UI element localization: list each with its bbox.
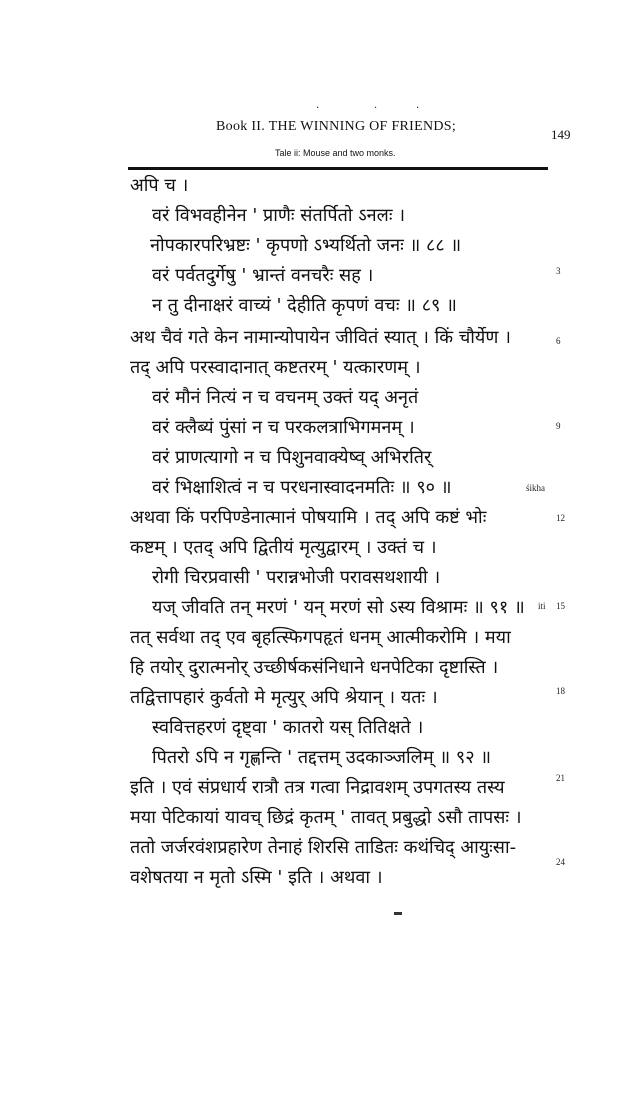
prose-line: तत् सर्वथा तद् एव बृहत्स्फिगपहृतं धनम् आत्मीकरोमि । मया	[130, 627, 511, 648]
line-number: 15	[556, 601, 565, 611]
verse-line: पितरो ऽपि न गृह्णन्ति ' तद्दत्तम् उदकाञ्जलिम् ॥ ९२ ॥	[152, 747, 492, 768]
verse-line: वरं पर्वतदुर्गेषु ' भ्रान्तं वनचरैः सह ।	[152, 265, 374, 286]
running-title: Book II. THE WINNING OF FRIENDS;	[216, 119, 457, 134]
prose-line: अथवा किं परपिण्डेनात्मानं पोषयामि । तद् अपि कष्टं भोः	[130, 507, 487, 528]
verse-line: वरं भिक्षाशित्वं न च परधनास्वादनमतिः ॥ ९० ॥	[152, 477, 452, 498]
prose-line: हि तयोर् दुरात्मनोर् उच्छीर्षकसंनिधाने धनपेटिका दृष्टास्ति ।	[130, 657, 499, 678]
prose-line: तद्वित्तापहारं कुर्वतो मे मृत्युर् अपि श्रेयान् । यतः ।	[130, 687, 438, 708]
print-mark	[394, 912, 402, 915]
verse-line: वरं विभवहीनेन ' प्राणैः संतर्पितो ऽनलः ।	[152, 205, 406, 226]
line-number: 24	[556, 857, 565, 867]
verse-line: वरं प्राणत्यागो न च पिशुनवाक्येष्व् अभिरतिर्	[152, 447, 432, 468]
prose-line: मया पेटिकायां यावच् छिद्रं कृतम् ' तावत् प्रबुद्धो ऽसौ तापसः ।	[130, 807, 522, 828]
verse-line: स्ववित्तहरणं दृष्ट्वा ' कातरो यस् तितिक्षते ।	[152, 717, 424, 738]
verse-line: न तु दीनाक्षरं वाच्यं ' देहीति कृपणं वचः ॥ ८९ ॥	[152, 295, 457, 316]
prose-line: ततो जर्जरवंशप्रहारेण तेनाहं शिरसि ताडितः कथंचिद् आयुःसा-	[130, 837, 517, 858]
margin-note-sikha: śikha	[526, 483, 545, 493]
verse-line: यज् जीवति तन् मरणं ' यन् मरणं सो ऽस्य विश्रामः ॥ ९१ ॥	[152, 597, 525, 618]
line-number: 9	[556, 421, 561, 431]
page-number: 149	[551, 127, 571, 142]
print-speck: ·	[316, 103, 320, 114]
prose-line: अथ चैवं गते केन नामान्योपायेन जीवितं स्यात् । किं चौर्येण ।	[130, 327, 511, 348]
line-number: 3	[556, 266, 561, 276]
verse-line: वरं मौनं नित्यं न च वचनम् उक्तं यद् अनृतं	[152, 387, 419, 408]
prose-line: वशेषतया न मृतो ऽस्मि ' इति । अथवा ।	[130, 867, 383, 888]
line-number: 12	[556, 513, 565, 523]
print-speck: ·	[374, 103, 378, 114]
print-speck: ·	[416, 103, 420, 114]
line-number: 18	[556, 686, 565, 696]
line-number: 21	[556, 773, 565, 783]
verse-line: नोपकारपरिभ्रष्टः ' कृपणो ऽभ्यर्थितो जनः ॥ ८८ ॥	[150, 235, 462, 256]
prose-line: इति । एवं संप्रधार्य रात्रौ तत्र गत्वा निद्रावशम् उपगतस्य तस्य	[130, 777, 505, 798]
tale-subtitle: Tale ii: Mouse and two monks.	[275, 148, 396, 158]
verse-line: रोगी चिरप्रवासी ' परान्नभोजी परावसथशायी ।	[152, 567, 441, 588]
prose-line: कष्टम् । एतद् अपि द्वितीयं मृत्युद्वारम् । उक्तं च ।	[130, 537, 437, 558]
verse-line: वरं क्लैब्यं पुंसां न च परकलत्राभिगमनम् ।	[152, 417, 415, 438]
text-line: अपि च ।	[130, 175, 189, 196]
prose-line: तद् अपि परस्वादानात् कष्टतरम् ' यत्कारणम् ।	[130, 357, 421, 378]
line-number: 6	[556, 336, 561, 346]
margin-note-iti: iti	[538, 601, 546, 611]
